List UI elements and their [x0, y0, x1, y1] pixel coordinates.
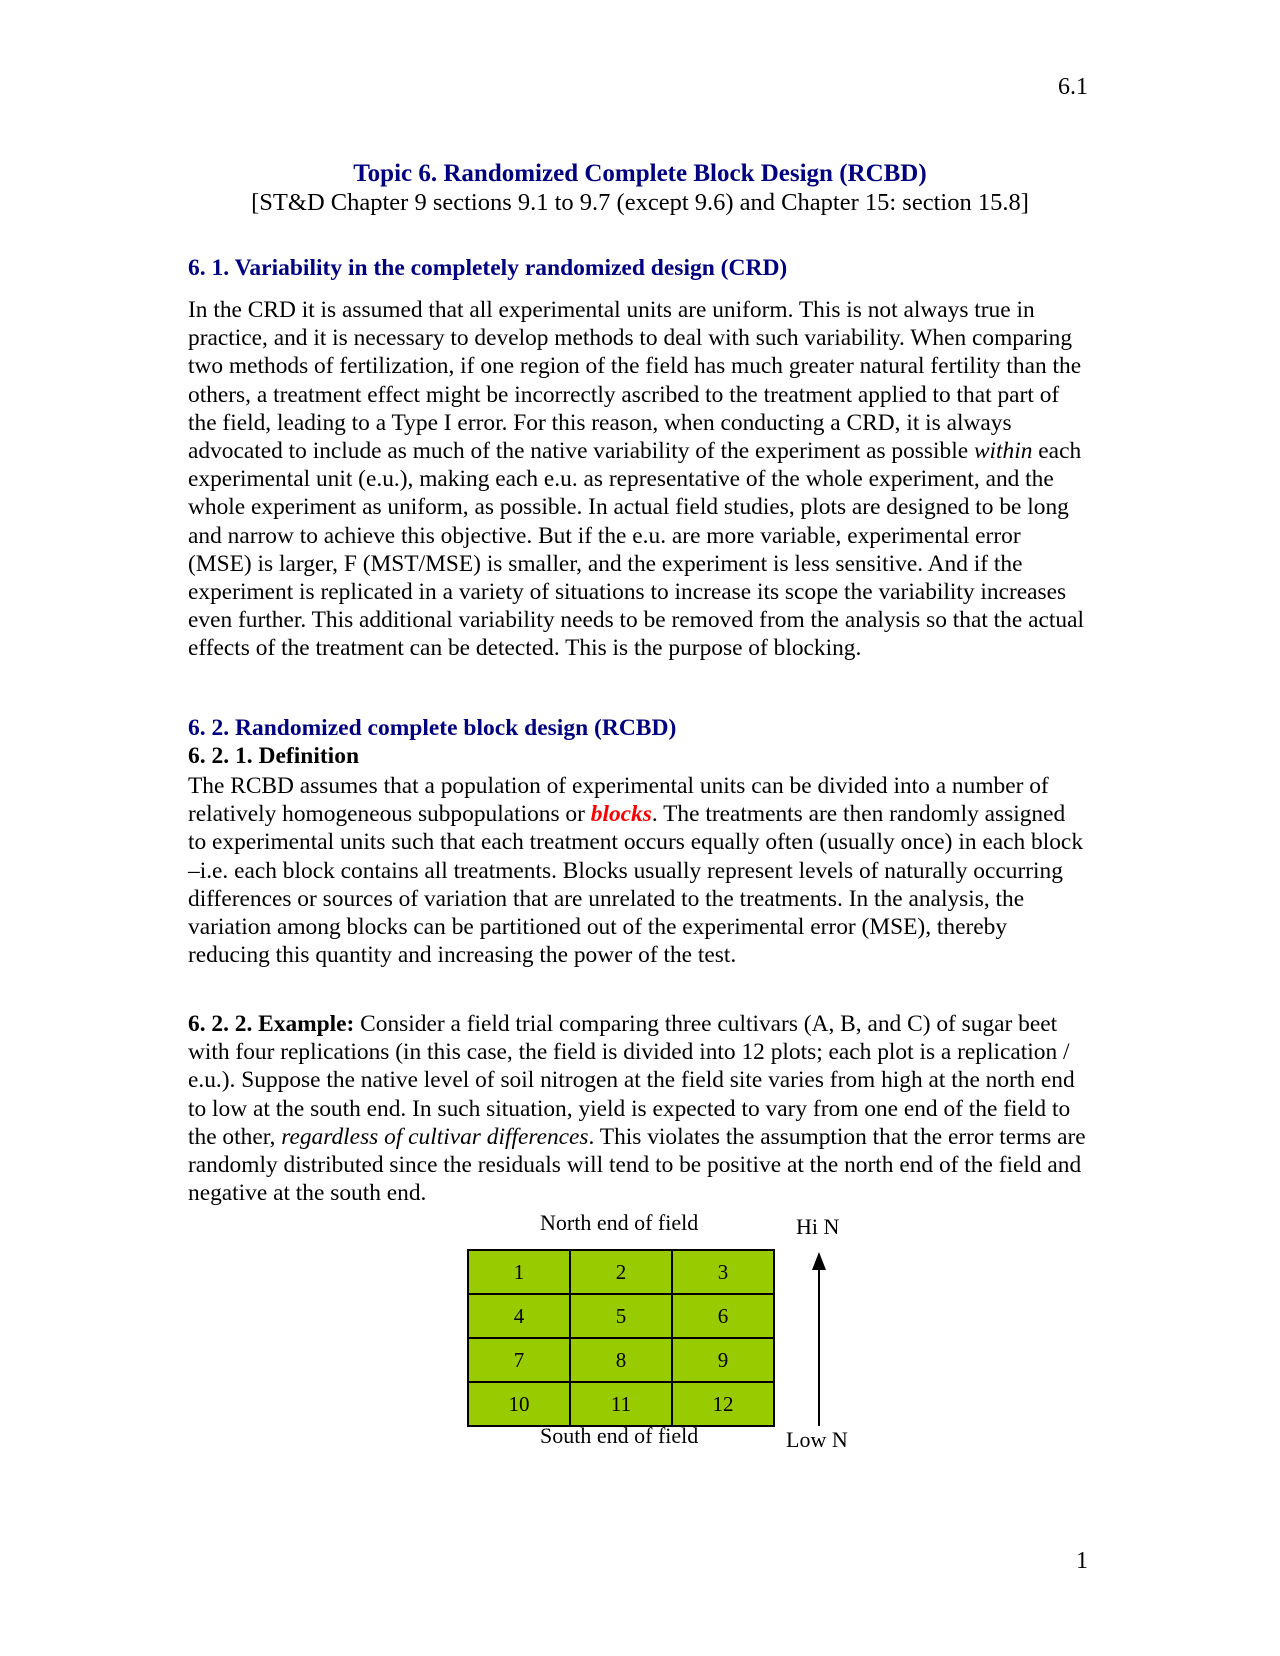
plot-cell: 6 [672, 1294, 774, 1338]
plot-row [468, 1294, 774, 1338]
plot-cell: 2 [570, 1250, 672, 1294]
text-run: each experimental unit (e.u.), making each e.u. as representative of the whole experiment, and the whole experiment as uniform, as possible. In actual field studies, plots are designed to be long and narrow to achieve this objective. But if the e.u. are more variable, experimental error (MSE) is larger, F (MST/MSE) is smaller, and the experiment is less sensitive. And if the experiment is replicated in a variety of situations to increase its scope the variability increases even further. This additional variability needs to be removed from the analysis so that the actual effects of the treatment can be detected. This is the purpose of blocking. [188, 438, 1084, 662]
definition-paragraph [188, 772, 1088, 969]
hi-n-label: Hi N [796, 1214, 840, 1239]
plot-cell: 3 [672, 1250, 774, 1294]
blocks-emphasis: blocks [590, 801, 652, 828]
italic-text: regardless of cultivar differences [281, 1123, 589, 1150]
plot-cell: 11 [570, 1382, 672, 1426]
text-run: In the CRD it is assumed that all experimental units are uniform. This is not always true in practice, and it is necessary to develop methods to deal with such variability. When comparing two methods of fertilization, if one region of the field has much greater natural fertility than the others, a treatment effect might be incorrectly ascribed to the treatment applied to that part of the field, leading to a Type I error. For this reason, when conducting a CRD, it is always advocated to include as much of the native variability of the experiment as possible [188, 297, 1082, 465]
text-run: . The treatments are then randomly assigned to experimental units such that each treatment occurs equally often (usually once) in each block –i.e. each block contains all treatments. Blocks usually represent levels of naturally occurring differences or sources of variation that are unrelated to the treatments. In the analysis, the variation among blocks can be partitioned out of the experimental error (MSE), thereby reducing this quantity and increasing the power of the test. [188, 801, 1084, 969]
page-number: 1 [1076, 1548, 1088, 1574]
nitrogen-gradient-line [818, 1268, 820, 1426]
plot-cell: 12 [672, 1382, 774, 1426]
plot-cell: 10 [468, 1382, 570, 1426]
section-heading-6-2: 6. 2. Randomized complete block design (RCBD) [188, 715, 677, 741]
subsection-heading-6-2-1: 6. 2. 1. Definition [188, 743, 360, 769]
plot-cell: 1 [468, 1250, 570, 1294]
text-run: . This violates the assumption that the error terms are randomly distributed since the residuals will tend to be positive at the north end of the field and negative at the south end. [188, 1123, 1086, 1207]
plot-cell: 9 [672, 1338, 774, 1382]
plot-cell: 5 [570, 1294, 672, 1338]
plot-row [468, 1338, 774, 1382]
plot-cell: 7 [468, 1338, 570, 1382]
plot-row [468, 1382, 774, 1426]
example-paragraph [188, 1010, 1088, 1207]
north-end-label: North end of field [540, 1210, 699, 1235]
plot-table [467, 1249, 775, 1427]
section-6-1-paragraph [188, 296, 1088, 663]
low-n-label: Low N [786, 1427, 848, 1452]
plot-cell: 8 [570, 1338, 672, 1382]
south-end-label: South end of field [540, 1423, 699, 1448]
page-label: 6.1 [1058, 74, 1088, 100]
field-plot-grid [467, 1249, 775, 1427]
text-run: The RCBD assumes that a population of experimental units can be divided into a number of relatively homogeneous subpopulations or [188, 773, 1049, 828]
section-heading-6-1: 6. 1. Variability in the completely randomized design (CRD) [188, 255, 788, 281]
italic-text: within [973, 438, 1033, 465]
text-run: Consider a field trial comparing three cultivars (A, B, and C) of sugar beet with four replications (in this case, the field is divided into 12 plots; each plot is a replication / e.u.). Suppose the native level of soil nitrogen at the field site varies from high at the north end to low at the south end. In such situation, yield is expected to vary from one end of the field to the other, [188, 1011, 1075, 1150]
example-heading: 6. 2. 2. Example: [188, 1011, 355, 1037]
plot-row [468, 1250, 774, 1294]
document-title: Topic 6. Randomized Complete Block Design (RCBD) [353, 160, 927, 187]
plot-cell: 4 [468, 1294, 570, 1338]
document-subtitle: [ST&D Chapter 9 sections 9.1 to 9.7 (except 9.6) and Chapter 15: section 15.8] [251, 189, 1029, 216]
